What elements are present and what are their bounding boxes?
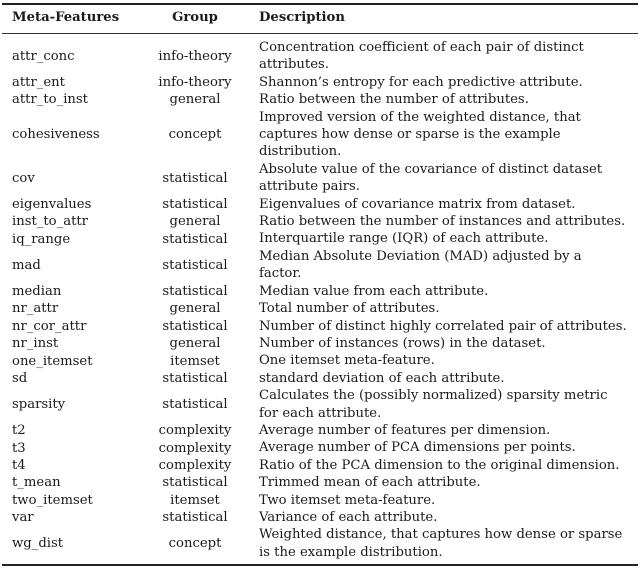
meta-feature-name: two_itemset [12, 492, 93, 508]
table-row [2, 492, 638, 509]
meta-feature-description [246, 335, 638, 352]
meta-feature-description [246, 248, 638, 283]
meta-feature-description [246, 422, 638, 439]
meta-feature-description [246, 387, 638, 422]
meta-feature-name: median [12, 283, 62, 299]
description-line: factor. [259, 266, 302, 282]
description-line: Ratio between the number of attributes. [259, 92, 529, 108]
meta-feature-group: itemset [170, 492, 220, 508]
description-line: attributes. [259, 57, 329, 73]
table-row [2, 318, 638, 335]
meta-feature-group: statistical [162, 231, 228, 247]
header-meta-features: Meta-Features [12, 10, 120, 25]
meta-feature-name: eigenvalues [12, 196, 92, 212]
meta-feature-name: sd [12, 370, 28, 386]
meta-feature-description [246, 109, 638, 161]
mid-rule [2, 33, 638, 34]
meta-feature-name: t2 [12, 423, 26, 439]
table-row [2, 509, 638, 526]
table-row [2, 439, 638, 456]
description-line: Number of instances (rows) in the dataset. [259, 335, 546, 351]
meta-feature-group: general [169, 214, 221, 230]
description-line: distribution. [259, 144, 342, 160]
meta-feature-name: sparsity [12, 397, 66, 413]
description-line: is the example distribution. [259, 544, 443, 560]
meta-feature-description [246, 300, 638, 317]
meta-feature-description [246, 370, 638, 387]
description-line: Trimmed mean of each attribute. [259, 475, 481, 491]
description-line: captures how dense or sparse is the example [259, 127, 561, 143]
description-line: Total number of attributes. [259, 301, 440, 317]
table-row [2, 196, 638, 213]
meta-feature-group: statistical [162, 510, 228, 526]
description-line: Calculates the (possibly normalized) sparsity metric [259, 388, 608, 404]
meta-feature-name: attr_to_inst [12, 92, 88, 108]
meta-feature-description [246, 352, 638, 369]
meta-feature-group: concept [168, 127, 222, 143]
meta-feature-group: statistical [162, 370, 228, 386]
table-row [2, 370, 638, 387]
meta-feature-description [246, 91, 638, 108]
table-row [2, 283, 638, 300]
meta-feature-group: general [169, 336, 221, 352]
description-line: Variance of each attribute. [259, 509, 438, 525]
description-line: Shannon’s entropy for each predictive attribute. [259, 74, 583, 90]
table-row [2, 109, 638, 161]
table-row [2, 230, 638, 247]
meta-feature-group: statistical [162, 397, 228, 413]
meta-feature-name: nr_attr [12, 301, 59, 317]
table-row [2, 387, 638, 422]
meta-feature-description [246, 213, 638, 230]
meta-feature-description [246, 74, 638, 91]
meta-feature-name: t3 [12, 440, 26, 456]
meta-feature-group: statistical [162, 170, 228, 186]
description-line: Interquartile range (IQR) of each attribute. [259, 231, 549, 247]
meta-feature-description [246, 318, 638, 335]
meta-feature-name: t4 [12, 457, 26, 473]
header-group: Group [172, 10, 218, 25]
meta-feature-name: cov [12, 170, 35, 186]
description-line: Concentration coefficient of each pair of distinct [259, 40, 584, 55]
meta-feature-description [246, 526, 638, 561]
description-line: Ratio between the number of instances and attributes. [259, 214, 626, 230]
meta-feature-name: var [12, 510, 34, 526]
description-line: attribute pairs. [259, 179, 360, 195]
bottom-rule [2, 564, 638, 566]
meta-feature-description [246, 230, 638, 247]
table-row [2, 39, 638, 74]
meta-feature-group: info-theory [158, 75, 232, 91]
meta-feature-name: one_itemset [12, 353, 93, 369]
meta-features-table [2, 3, 638, 566]
meta-feature-name: mad [12, 257, 41, 273]
meta-feature-description [246, 509, 638, 526]
table-row [2, 352, 638, 369]
meta-feature-name: iq_range [12, 231, 71, 247]
meta-feature-name: nr_cor_attr [12, 318, 87, 334]
description-line: Ratio of the PCA dimension to the original dimension. [259, 457, 620, 473]
description-line: Median value from each attribute. [259, 283, 489, 299]
description-line: Average number of features per dimension. [259, 422, 551, 438]
meta-feature-group: statistical [162, 283, 228, 299]
meta-feature-description [246, 439, 638, 456]
meta-feature-name: nr_inst [12, 336, 59, 352]
description-line: standard deviation of each attribute. [259, 370, 505, 386]
table-row [2, 422, 638, 439]
table-row [2, 74, 638, 91]
meta-feature-group: statistical [162, 196, 228, 212]
description-line: One itemset meta-feature. [259, 353, 435, 369]
meta-feature-name: inst_to_attr [12, 214, 88, 230]
meta-feature-group: concept [168, 536, 222, 552]
table-row [2, 457, 638, 474]
description-line: Average number of PCA dimensions per points. [259, 440, 576, 456]
meta-feature-group: statistical [162, 318, 228, 334]
meta-feature-group: info-theory [158, 48, 232, 64]
meta-feature-name: attr_conc [12, 48, 75, 64]
table-row [2, 335, 638, 352]
meta-feature-group: complexity [158, 457, 232, 473]
meta-feature-group: complexity [158, 423, 232, 439]
meta-feature-description [246, 161, 638, 196]
description-line: Number of distinct highly correlated pair of attributes. [259, 318, 627, 334]
table-body [2, 39, 638, 561]
meta-feature-description [246, 39, 638, 74]
meta-feature-description [246, 492, 638, 509]
description-line: Absolute value of the covariance of distinct dataset [259, 161, 603, 177]
meta-feature-group: general [169, 301, 221, 317]
meta-feature-description [246, 457, 638, 474]
table-header [2, 5, 638, 30]
meta-feature-description [246, 196, 638, 213]
meta-feature-name: attr_ent [12, 75, 65, 91]
table-row [2, 300, 638, 317]
description-line: Median Absolute Deviation (MAD) adjusted by a [259, 248, 582, 264]
meta-feature-name: t_mean [12, 475, 61, 491]
meta-feature-name: wg_dist [12, 536, 64, 552]
description-line: Improved version of the weighted distance, that [259, 109, 581, 125]
description-line: Eigenvalues of covariance matrix from dataset. [259, 196, 576, 212]
table-row [2, 91, 638, 108]
meta-feature-group: statistical [162, 475, 228, 491]
description-line: Two itemset meta-feature. [259, 492, 436, 508]
table-row [2, 526, 638, 561]
meta-feature-group: complexity [158, 440, 232, 456]
table-row [2, 248, 638, 283]
table-row [2, 474, 638, 491]
table-row [2, 161, 638, 196]
meta-feature-description [246, 474, 638, 491]
table-row [2, 213, 638, 230]
meta-feature-group: statistical [162, 257, 228, 273]
meta-feature-group: itemset [170, 353, 220, 369]
meta-feature-name: cohesiveness [12, 127, 100, 143]
description-line: Weighted distance, that captures how dense or sparse [259, 527, 623, 543]
meta-feature-group: general [169, 92, 221, 108]
description-line: for each attribute. [259, 405, 382, 421]
header-description: Description [259, 10, 345, 25]
meta-feature-description [246, 283, 638, 300]
